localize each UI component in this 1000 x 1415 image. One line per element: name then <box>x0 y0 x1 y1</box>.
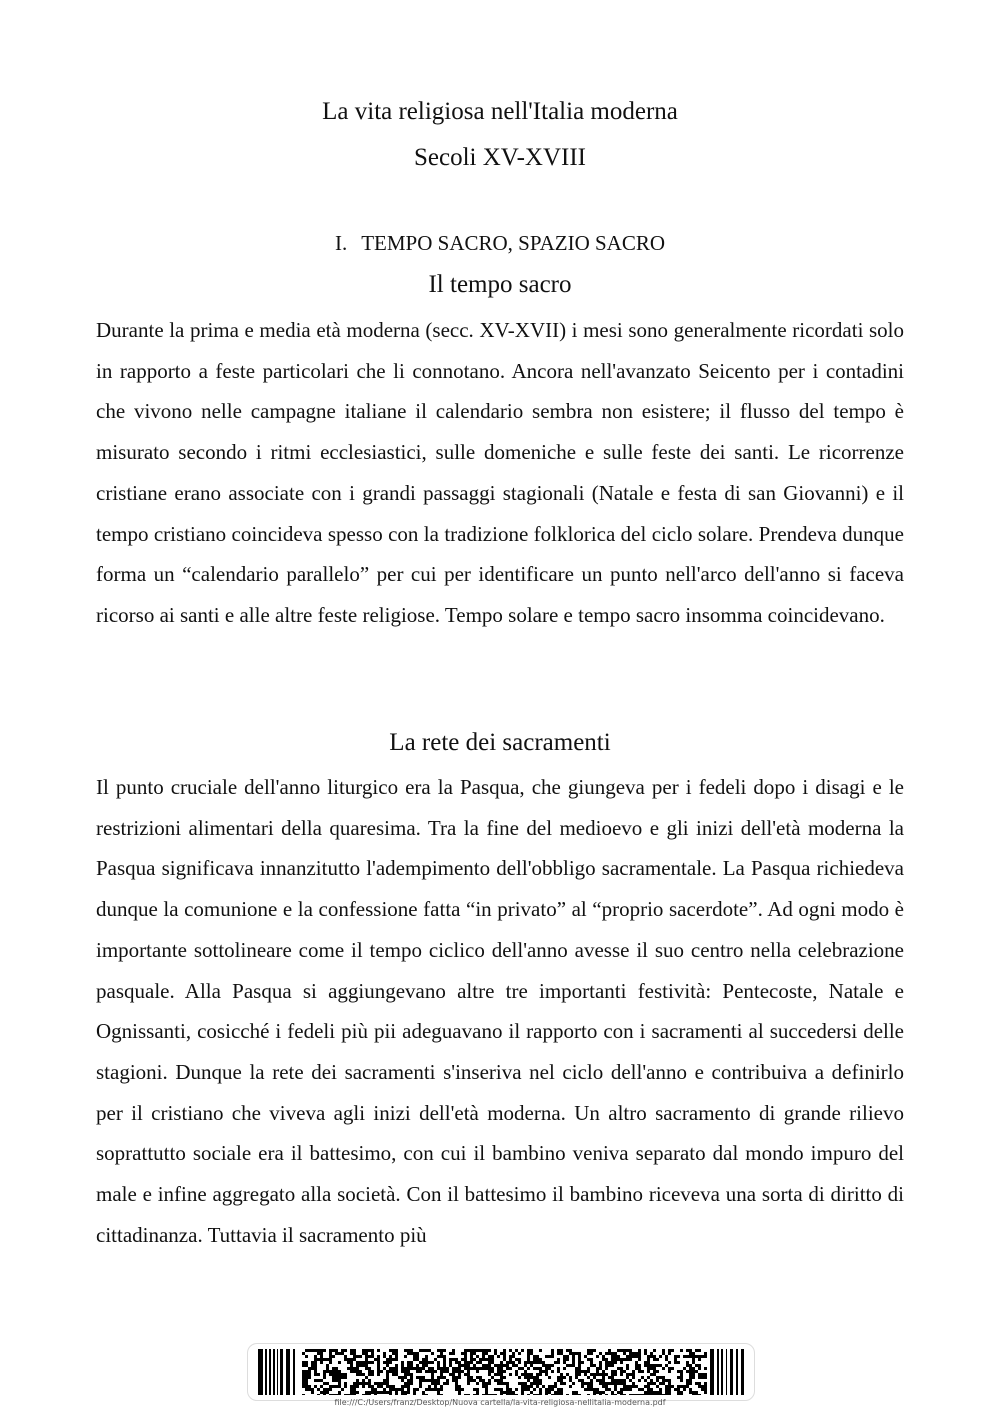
section-paragraph-rete-sacramenti: Il punto cruciale dell'anno liturgico era la Pasqua, che giungeva per i fedeli dopo i disagi e le restrizioni alimentari della quaresima. Tra la fine del medioevo e gli inizi dell'età moderna la Pasqua significava innanzitutto l'adempimento dell'obbligo sacramentale. La Pasqua richiedeva dunque la comunione e la confessione fatta “in privato” al “proprio sacerdote”. Ad ogni modo è importante sottolineare come il tempo ciclico dell'anno avesse il suo centro nella celebrazione pasquale. Alla Pasqua si aggiungevano altre tre importanti festività: Pentecoste, Natale e Ognissanti, cosicché i fedeli più pii adeguavano il rapporto con i sacramenti al succedersi delle stagioni. Dunque la rete dei sacramenti s'inseriva nel ciclo dell'anno e contribuiva a definirlo per il cristiano che viveva agli inizi dell'età moderna. Un altro sacramento di grande rilievo soprattutto sociale era il battesimo, con cui il bambino veniva separato dal mondo impuro del male e infine aggregato alla società. Con il battesimo il bambino riceveva una sorta di diritto di cittadinanza. Tuttavia il sacramento più <box>96 775 904 1247</box>
chapter-number: I. <box>334 231 348 255</box>
document-subtitle: Secoli XV-XVIII <box>414 144 586 171</box>
section-heading-tempo-sacro: Il tempo sacro <box>428 271 572 298</box>
footer-file-path: file:///C:/Users/franz/Desktop/Nuova cartella/la-vita-religiosa-nellitalia-moderna.pdf <box>334 1398 666 1407</box>
document-title: La vita religiosa nell'Italia moderna <box>322 98 678 125</box>
barcode-stamp <box>247 1343 755 1401</box>
barcode-image <box>258 1349 744 1395</box>
chapter-title: TEMPO SACRO, SPAZIO SACRO <box>361 231 666 255</box>
section-heading-rete-sacramenti: La rete dei sacramenti <box>389 729 611 756</box>
section-paragraph-tempo-sacro: Durante la prima e media età moderna (secc. XV-XVII) i mesi sono generalmente ricordati solo in rapporto a feste particolari che li connotano. Ancora nell'avanzato Seicento per i contadini che vivono nelle campagne italiane il calendario sembra non esistere; il flusso del tempo è misurato secondo i ritmi ecclesiastici, sulle domeniche e sulle feste dei santi. Le ricorrenze cristiane erano associate con i grandi passaggi stagionali (Natale e festa di san Giovanni) e il tempo cristiano coincideva spesso con la tradizione folklorica del ciclo solare. Prendeva dunque forma un “calendario parallelo” per cui per identificare un punto nell'arco dell'anno si faceva ricorso ai santi e alle altre feste religiose. Tempo solare e tempo sacro insomma coincidevano. <box>96 318 904 627</box>
chapter-heading <box>0 229 1000 257</box>
